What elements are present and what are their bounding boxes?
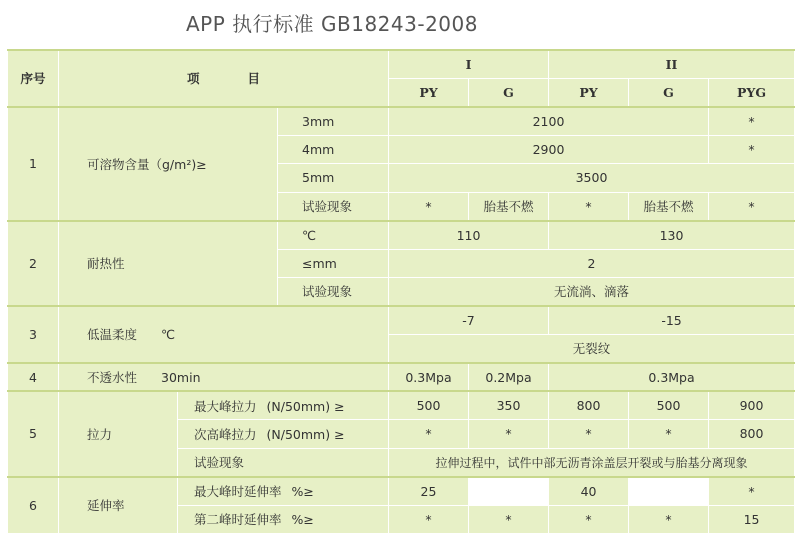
value-cell: * <box>549 505 629 534</box>
value-cell: 110 <box>389 221 549 249</box>
sub-item-label: 试验现象 <box>278 192 389 220</box>
value-cell: * <box>629 505 709 534</box>
row-name-text: 低温柔度 <box>87 327 138 343</box>
value-cell: 0.3Mpa <box>389 363 469 391</box>
table-row <box>8 306 795 334</box>
value-cell: 2900 <box>389 135 709 163</box>
table-row <box>8 221 795 249</box>
value-cell: 无裂纹 <box>389 334 795 362</box>
value-cell: * <box>709 477 795 505</box>
table-row <box>8 363 795 391</box>
row-unit: ℃ <box>161 327 176 343</box>
value-cell: 350 <box>469 391 549 419</box>
type-2-header: II <box>549 50 795 78</box>
header-row-1 <box>8 50 795 78</box>
value-cell: 2 <box>389 249 795 277</box>
value-cell: 40 <box>549 477 629 505</box>
row-name-text: 不透水性 <box>87 370 138 386</box>
value-cell: * <box>389 505 469 534</box>
sub-item-label <box>178 505 389 534</box>
sub-item-unit: (N/50mm) ≥ <box>266 426 345 442</box>
value-cell: 900 <box>709 391 795 419</box>
table-row <box>8 391 795 419</box>
value-cell: * <box>549 420 629 448</box>
sub-item-label <box>178 477 389 505</box>
value-cell: * <box>709 107 795 135</box>
sub-item-label: 4mm <box>278 135 389 163</box>
value-cell: * <box>629 420 709 448</box>
sub-item-label: 5mm <box>278 164 389 192</box>
empty-cell <box>629 477 709 505</box>
value-cell: * <box>389 192 469 220</box>
value-cell: 2100 <box>389 107 709 135</box>
value-cell: 0.2Mpa <box>469 363 549 391</box>
sub-header-py-1: PY <box>389 78 469 106</box>
type-1-header: I <box>389 50 549 78</box>
value-cell: * <box>549 192 629 220</box>
table-row <box>8 107 795 135</box>
row-name: 耐热性 <box>59 221 278 306</box>
value-cell: * <box>389 420 469 448</box>
value-cell: -15 <box>549 306 795 334</box>
sub-item-label: ℃ <box>278 221 389 249</box>
row-name <box>59 306 389 363</box>
value-cell: 130 <box>549 221 795 249</box>
standard-table <box>7 49 795 534</box>
value-cell: * <box>469 420 549 448</box>
value-cell: 25 <box>389 477 469 505</box>
sub-item-text: 最大峰时延伸率 <box>194 484 282 500</box>
value-cell: * <box>709 135 795 163</box>
value-cell: 3500 <box>389 164 795 192</box>
value-cell: -7 <box>389 306 549 334</box>
item-header-a: 项 <box>186 71 200 87</box>
page-title: APP 执行标准 GB18243-2008 <box>186 12 478 36</box>
row-number: 5 <box>8 391 59 476</box>
row-number: 4 <box>8 363 59 391</box>
item-header-b: 目 <box>247 71 261 87</box>
sub-header-pyg: PYG <box>709 78 795 106</box>
row-name: 可溶物含量（g/m²)≥ <box>59 107 278 221</box>
sub-header-g-2: G <box>629 78 709 106</box>
row-number: 1 <box>8 107 59 221</box>
sub-item-text: 最大峰拉力 <box>194 398 257 414</box>
row-name <box>59 363 389 391</box>
sub-header-g-1: G <box>469 78 549 106</box>
sub-item-label <box>178 420 389 448</box>
sub-item-label: 试验现象 <box>178 448 389 476</box>
sub-item-label: 3mm <box>278 107 389 135</box>
table-row <box>8 477 795 505</box>
sub-item-unit: (N/50mm) ≥ <box>266 398 345 414</box>
value-cell: 500 <box>389 391 469 419</box>
value-cell: 胎基不燃 <box>629 192 709 220</box>
value-cell: 无流淌、滴落 <box>389 278 795 306</box>
sub-item-unit: %≥ <box>291 484 314 500</box>
value-cell: 800 <box>549 391 629 419</box>
item-header <box>59 50 389 107</box>
row-number: 6 <box>8 477 59 534</box>
row-name: 拉力 <box>59 391 178 476</box>
sub-item-label: ≤mm <box>278 249 389 277</box>
value-cell: 500 <box>629 391 709 419</box>
empty-cell <box>469 477 549 505</box>
sub-header-py-2: PY <box>549 78 629 106</box>
sub-item-label <box>178 391 389 419</box>
value-cell: 胎基不燃 <box>469 192 549 220</box>
value-cell: 15 <box>709 505 795 534</box>
row-name: 延伸率 <box>59 477 178 534</box>
sub-item-text: 次高峰拉力 <box>194 426 257 442</box>
row-unit: 30min <box>161 370 201 386</box>
sub-item-text: 第二峰时延伸率 <box>194 512 282 528</box>
value-cell: 0.3Mpa <box>549 363 795 391</box>
value-cell: 拉伸过程中，试件中部无沥青涂盖层开裂或与胎基分离现象 <box>389 448 795 476</box>
sub-item-label: 试验现象 <box>278 278 389 306</box>
value-cell: * <box>469 505 549 534</box>
row-number: 3 <box>8 306 59 363</box>
value-cell: 800 <box>709 420 795 448</box>
seq-header: 序号 <box>8 50 59 107</box>
row-number: 2 <box>8 221 59 306</box>
value-cell: * <box>709 192 795 220</box>
sub-item-unit: %≥ <box>291 512 314 528</box>
